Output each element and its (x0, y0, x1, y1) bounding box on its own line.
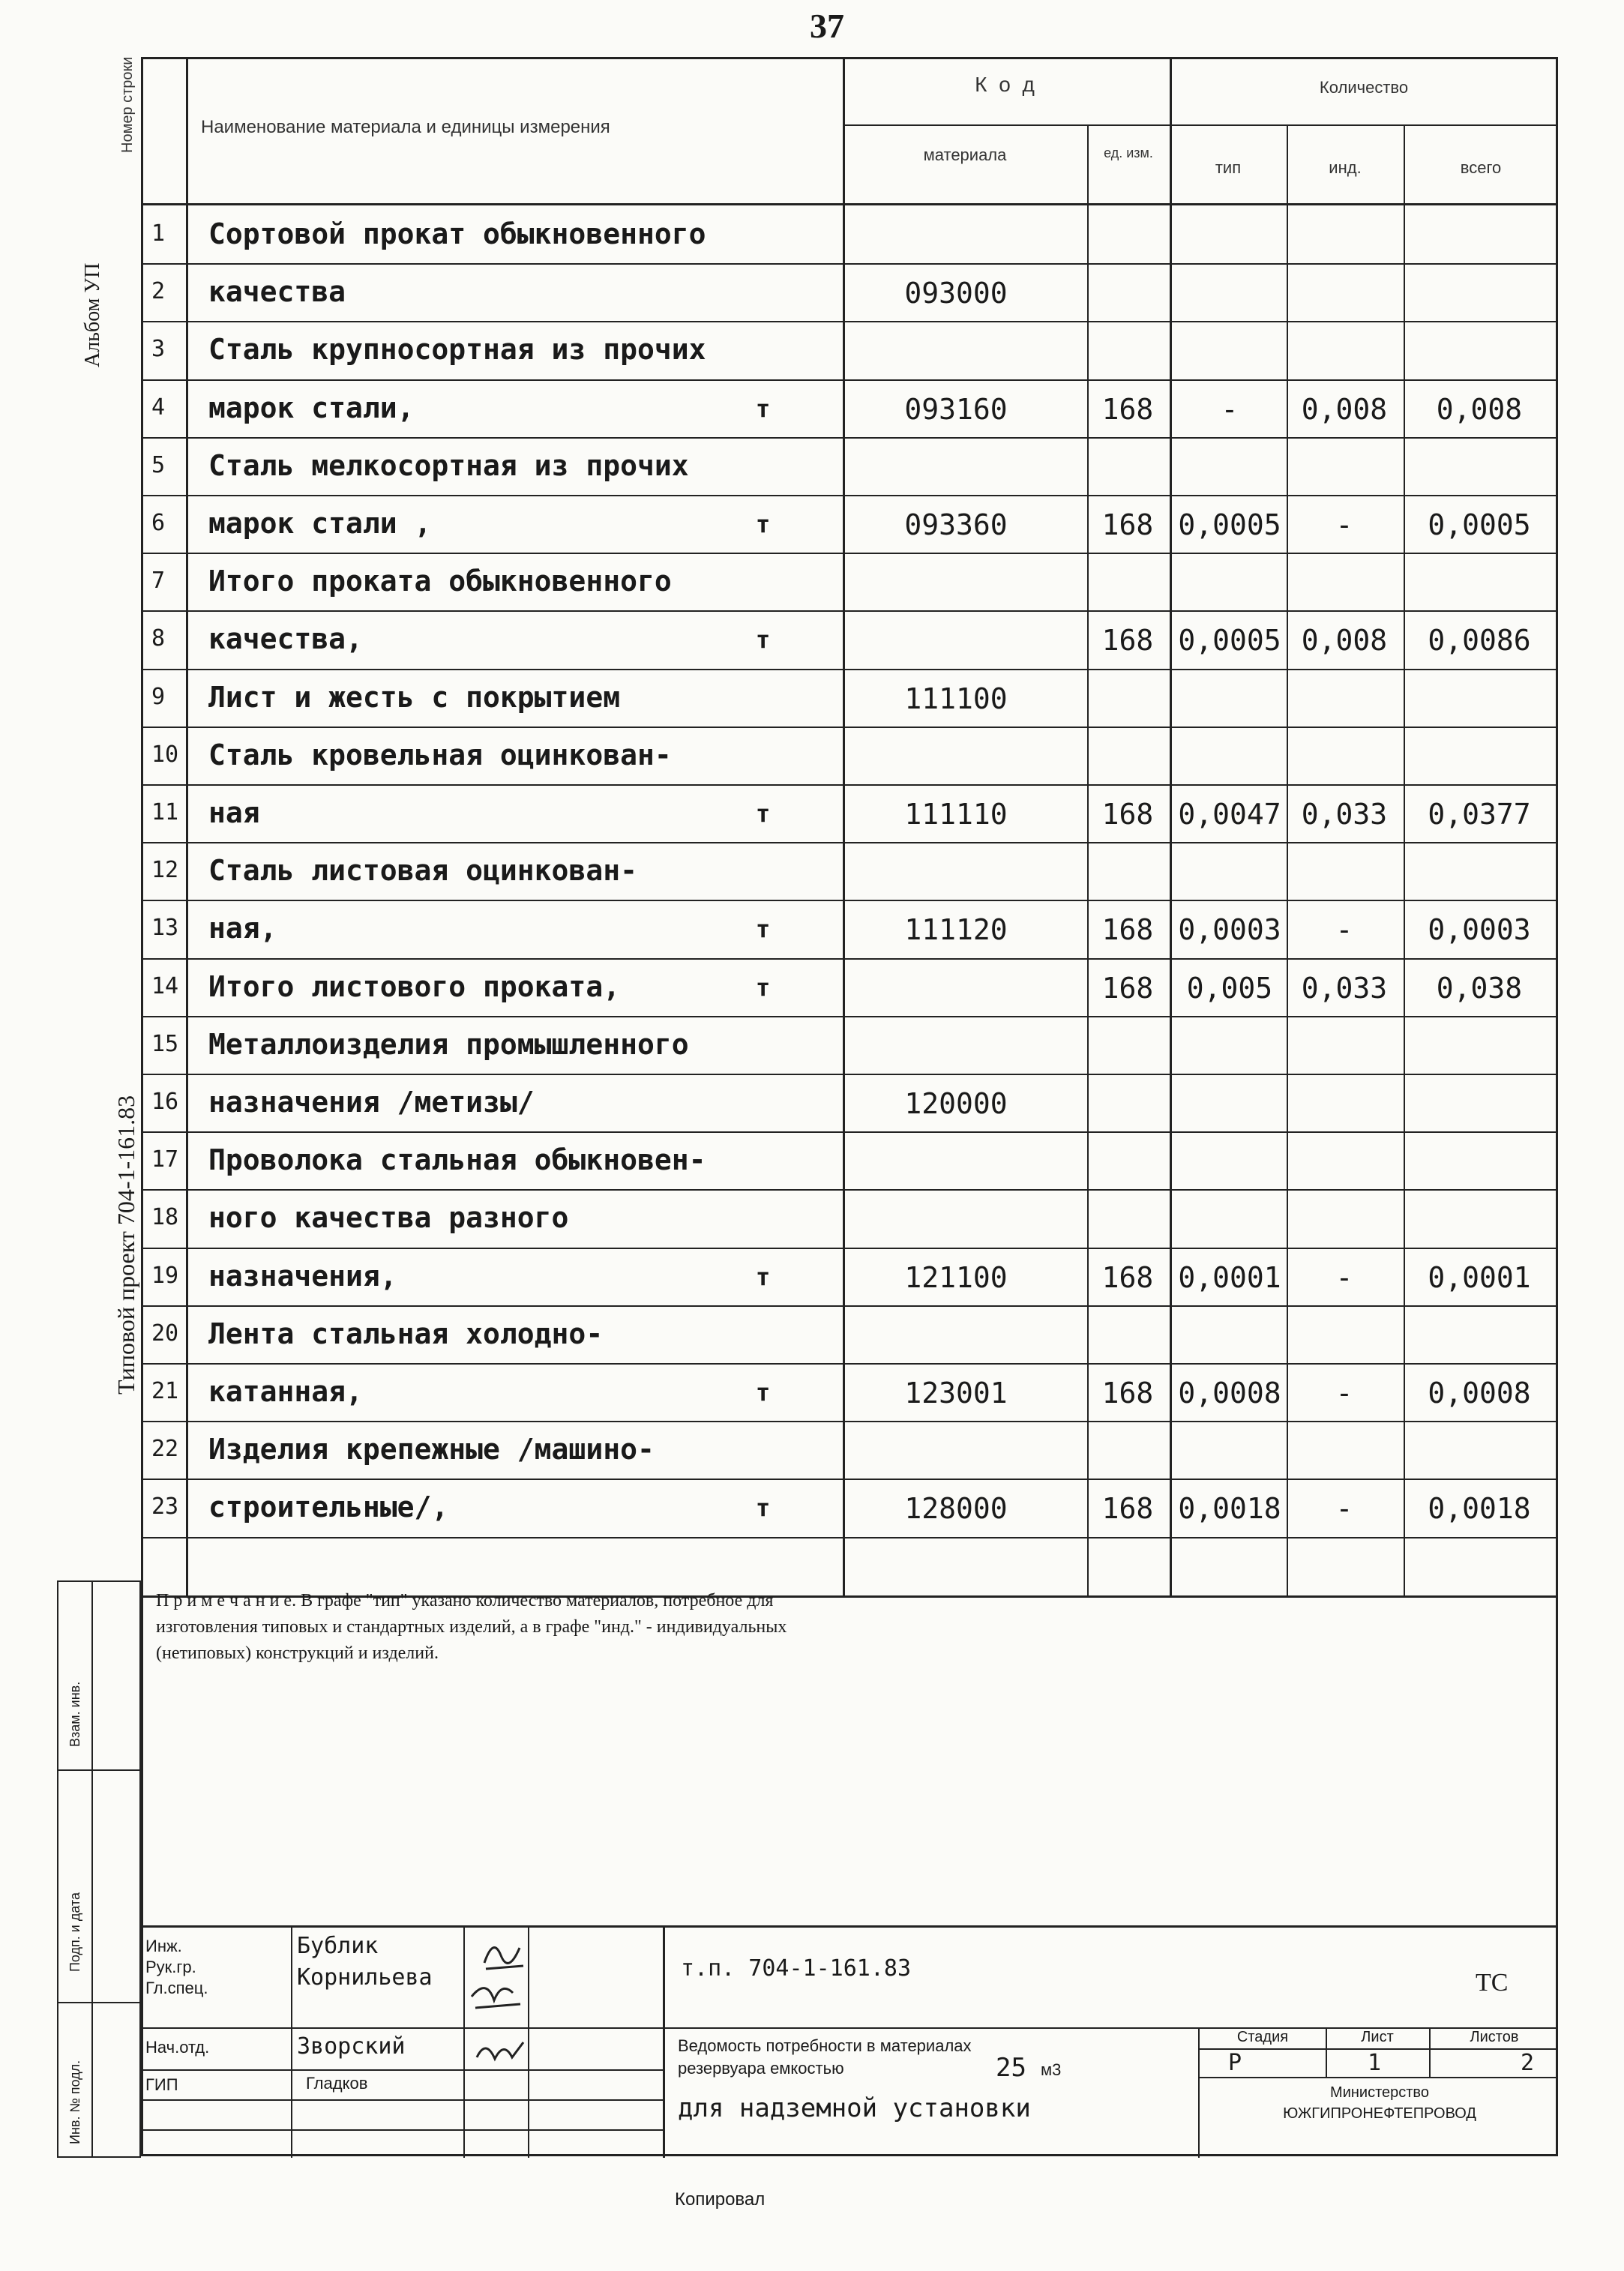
header-qty-total: всего (1460, 158, 1502, 177)
table-row (141, 1480, 1558, 1538)
row-number: 4 (151, 394, 166, 421)
qty-total: 0,0086 (1428, 624, 1531, 658)
material-code: 111100 (904, 682, 1008, 715)
stamp-sheet-label: Лист (1361, 2029, 1394, 2045)
table-row (141, 381, 1558, 439)
qty-total: 0,0018 (1428, 1492, 1531, 1526)
qty-ind: 0,033 (1301, 798, 1388, 831)
row-number: 10 (151, 741, 179, 768)
material-name: качества (208, 275, 346, 309)
material-name: Изделия крепежные /машино- (208, 1433, 655, 1467)
unit-mark: т (756, 1494, 771, 1523)
unit-code: 168 (1101, 913, 1154, 947)
table-row (141, 554, 1558, 612)
row-number: 18 (151, 1204, 179, 1231)
row-number: 20 (151, 1320, 179, 1347)
table-row (141, 496, 1558, 554)
row-number: 15 (151, 1030, 179, 1057)
unit-mark: т (756, 915, 771, 944)
table-row (141, 207, 1558, 265)
stamp-name: Зворский (297, 2033, 406, 2060)
unit-mark: т (756, 1262, 771, 1291)
row-number: 7 (151, 568, 166, 595)
qty-tip: 0,0047 (1178, 798, 1281, 831)
stamp-label-inv: Инв. № подл. (67, 2060, 82, 2144)
qty-tip: 0,0018 (1178, 1492, 1281, 1526)
note-text: П р и м е ч а н и е. В графе "тип" указано количество материалов, потребное для изготовления типовых и стандартных изделий, а в графе "инд." - индивидуальных (нетиповых) конструкций и изделий. (156, 1591, 787, 1663)
project-label: Типовой проект 704-1-161.83 (112, 1095, 139, 1395)
row-number: 13 (151, 915, 179, 942)
table-row (141, 612, 1558, 670)
header-name: Наименование материала и единицы измерения (201, 117, 610, 137)
header-qty-ind: инд. (1329, 158, 1362, 177)
header-qty-tip: тип (1215, 158, 1242, 177)
row-number: 1 (151, 220, 166, 247)
stamp-volume: 25 (996, 2053, 1026, 2083)
row-number: 12 (151, 857, 179, 884)
table-header (119, 56, 1558, 207)
table-row (141, 960, 1558, 1017)
material-name: Сталь листовая оцинкован- (208, 854, 637, 888)
row-number: 9 (151, 683, 166, 710)
material-name: Проволока стальная обыкновен- (208, 1143, 706, 1177)
stamp-org2: ЮЖГИПРОНЕФТЕПРОВОД (1283, 2105, 1476, 2122)
material-name: строительные/, (208, 1491, 449, 1524)
signature (471, 2035, 531, 2075)
qty-ind: 0,008 (1301, 392, 1388, 426)
material-name: Сталь мелкосортная из прочих (208, 448, 689, 482)
material-name: Металлоизделия промышленного (208, 1027, 689, 1061)
table-row (141, 439, 1558, 496)
material-code: 111120 (904, 913, 1008, 947)
material-code: 120000 (904, 1087, 1008, 1120)
page-number: 37 (810, 7, 844, 45)
unit-code: 168 (1101, 971, 1154, 1005)
album-label: Альбом УП (81, 262, 104, 367)
material-code: 121100 (904, 1260, 1008, 1294)
row-number: 3 (151, 336, 166, 363)
table-row (141, 1307, 1558, 1365)
table-row (141, 786, 1558, 843)
qty-ind: 0,033 (1301, 971, 1388, 1005)
material-code: 093360 (904, 508, 1008, 541)
qty-ind: - (1335, 913, 1353, 947)
header-code-material: материала (923, 145, 1007, 164)
material-name: Лента стальная холодно- (208, 1317, 604, 1350)
stamp-role: Гл.спец. (145, 1979, 208, 1997)
table-row (141, 901, 1558, 959)
qty-total: 0,0005 (1428, 508, 1531, 541)
qty-total: 0,0003 (1428, 913, 1531, 947)
row-number: 14 (151, 972, 179, 999)
stamp-org1: Министерство (1330, 2084, 1429, 2101)
stamp-role: Инж. (145, 1937, 182, 1955)
table-row (141, 1422, 1558, 1480)
material-name: ная (208, 796, 260, 829)
unit-mark: т (756, 510, 771, 538)
qty-tip: 0,0005 (1178, 624, 1281, 658)
qty-tip: 0,0008 (1178, 1377, 1281, 1410)
title-block (141, 1925, 1558, 2158)
row-number: 22 (151, 1436, 179, 1463)
left-stamp-column (57, 1580, 141, 2158)
qty-total: 0,0001 (1428, 1260, 1531, 1294)
stamp-stage: Р (1228, 2050, 1242, 2076)
qty-tip: 0,005 (1186, 971, 1273, 1005)
header-row-number: Номер строки (119, 56, 136, 153)
row-number: 2 (151, 278, 166, 305)
unit-code: 168 (1101, 392, 1154, 426)
row-number: 8 (151, 625, 166, 652)
material-code: 123001 (904, 1377, 1008, 1410)
table-row (141, 1249, 1558, 1307)
row-number: 17 (151, 1146, 179, 1173)
header-code-unit: ед. изм. (1104, 145, 1153, 160)
unit-mark: т (756, 799, 771, 828)
qty-tip: - (1221, 392, 1239, 426)
table-row (141, 843, 1558, 901)
qty-tip: 0,0003 (1178, 913, 1281, 947)
row-number: 21 (151, 1378, 179, 1404)
unit-code: 168 (1101, 798, 1154, 831)
copied-label: Копировал (675, 2189, 766, 2210)
row-number: 16 (151, 1089, 179, 1115)
material-name: Лист и жесть с покрытием (208, 680, 621, 714)
row-number: 11 (151, 799, 179, 825)
material-name: ная, (208, 912, 277, 945)
stamp-label-replace: Взам. инв. (67, 1681, 82, 1747)
table-row (141, 322, 1558, 380)
table-row (141, 1133, 1558, 1191)
unit-mark: т (756, 625, 771, 655)
table-row (141, 1191, 1558, 1248)
stamp-sheets: 2 (1521, 2050, 1535, 2076)
stamp-roles (145, 1936, 208, 1999)
unit-mark: т (756, 394, 771, 423)
material-name: Сталь кровельная оцинкован- (208, 738, 672, 771)
stamp-role: ГИП (145, 2075, 178, 2094)
stamp-role: Нач.отд. (145, 2038, 210, 2057)
row-number: 6 (151, 510, 166, 536)
row-number: 23 (151, 1494, 179, 1520)
material-name: Сортовой прокат обыкновенного (208, 217, 706, 250)
qty-ind: 0,008 (1301, 624, 1388, 658)
stamp-desc2: для надземной установки (678, 2093, 1031, 2123)
material-name: Итого листового проката, (208, 969, 621, 1003)
material-name: Сталь крупносортная из прочих (208, 333, 706, 367)
material-name: назначения, (208, 1259, 397, 1293)
unit-code: 168 (1101, 1492, 1154, 1526)
stamp-sheets-label: Листов (1470, 2029, 1519, 2045)
material-name: марок стали, (208, 391, 415, 424)
unit-code: 168 (1101, 508, 1154, 541)
row-number: 19 (151, 1262, 179, 1289)
stamp-sheet: 1 (1368, 2050, 1382, 2076)
stamp-name: Бублик (297, 1933, 379, 1959)
table-row (141, 1017, 1558, 1075)
unit-mark: т (756, 972, 771, 1002)
stamp-name: Гладков (306, 2074, 368, 2093)
material-name: качества, (208, 622, 363, 656)
stamp-desc1: Ведомость потребности в материалах резервуара емкостью (678, 2036, 972, 2078)
stamp-role: Рук.гр. (145, 1958, 196, 1976)
unit-code: 168 (1101, 1260, 1154, 1294)
material-code: 093160 (904, 392, 1008, 426)
stamp-mark: ТС (1476, 1969, 1509, 1997)
qty-ind: - (1335, 1377, 1353, 1410)
table-row (141, 670, 1558, 728)
qty-ind: - (1335, 508, 1353, 541)
signature (468, 1970, 528, 2018)
qty-total: 0,008 (1436, 392, 1523, 426)
material-name: марок стали , (208, 507, 432, 540)
table-row (141, 1075, 1558, 1133)
qty-ind: - (1335, 1260, 1353, 1294)
stamp-doc-code: т.п. 704-1-161.83 (681, 1955, 912, 1982)
qty-ind: - (1335, 1492, 1353, 1526)
qty-total: 0,0008 (1428, 1377, 1531, 1410)
material-name: катанная, (208, 1375, 363, 1408)
qty-total: 0,038 (1436, 971, 1523, 1005)
row-number: 5 (151, 451, 166, 478)
header-quantity: Количество (1319, 78, 1409, 97)
stamp-name: Корнильева (297, 1964, 433, 1991)
stamp-volume-unit: м3 (1041, 2060, 1062, 2079)
table-row (141, 265, 1558, 322)
material-name: ного качества разного (208, 1201, 569, 1235)
qty-tip: 0,0005 (1178, 508, 1281, 541)
qty-tip: 0,0001 (1178, 1260, 1281, 1294)
material-name: назначения /метизы/ (208, 1086, 535, 1119)
material-code: 111110 (904, 798, 1008, 831)
stamp-stage-label: Стадия (1236, 2029, 1289, 2045)
material-code: 128000 (904, 1492, 1008, 1526)
unit-mark: т (756, 1378, 771, 1407)
stamp-label-sign-date: Подп. и дата (67, 1892, 82, 1972)
qty-total: 0,0377 (1428, 798, 1531, 831)
material-name: Итого проката обыкновенного (208, 565, 672, 598)
table-row (141, 1365, 1558, 1422)
unit-code: 168 (1101, 1377, 1154, 1410)
material-code: 093000 (904, 277, 1008, 310)
unit-code: 168 (1101, 624, 1154, 658)
header-code: К о д (975, 73, 1038, 96)
table-row (141, 728, 1558, 786)
